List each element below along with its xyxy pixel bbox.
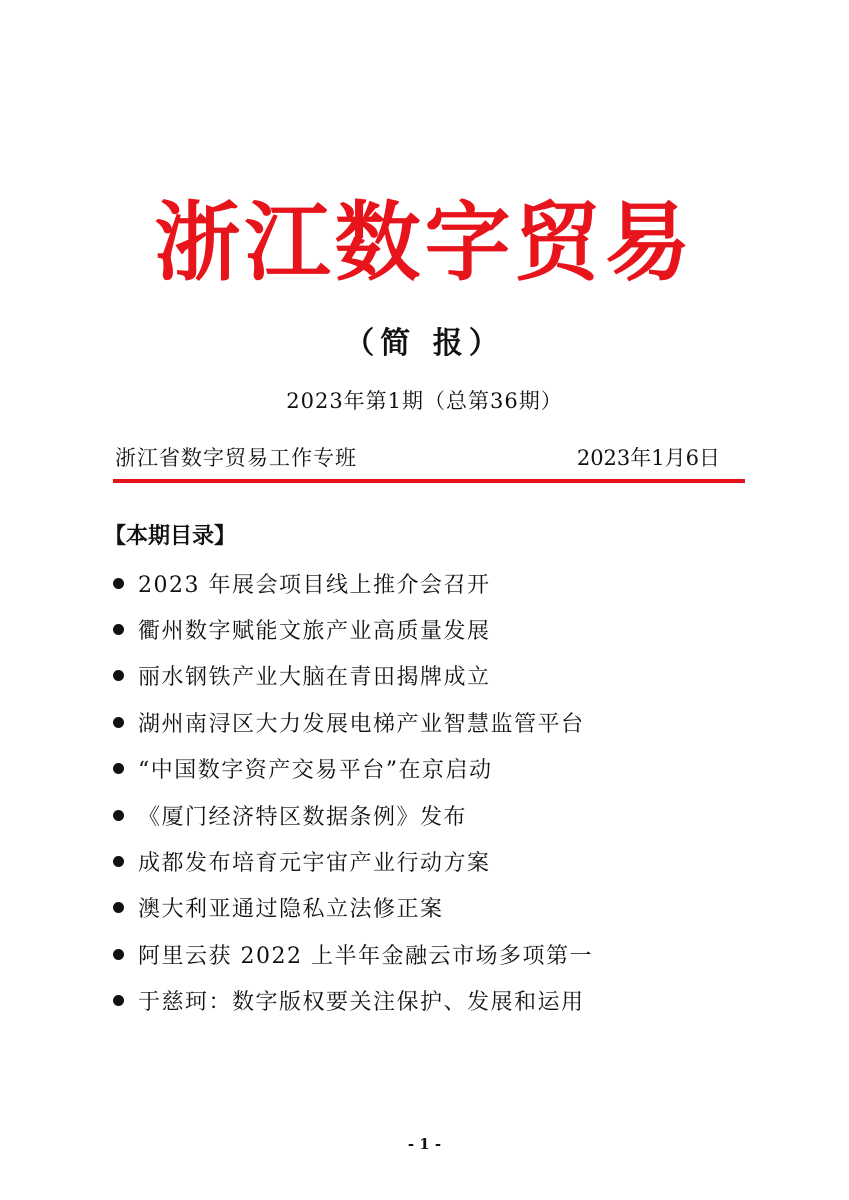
bullet-icon [113, 902, 124, 913]
bullet-icon [113, 810, 124, 821]
toc-item [113, 746, 593, 792]
toc-item [113, 838, 593, 884]
bullet-icon [113, 949, 124, 960]
bullet-icon [113, 717, 124, 728]
toc-item [113, 885, 593, 931]
toc-item-text: 阿里云获 2022 上半年金融云市场多项第一 [138, 943, 593, 969]
page-number: - 1 - [407, 1135, 442, 1153]
toc-item-text: 于慈珂：数字版权要关注保护、发展和运用 [138, 990, 585, 1016]
toc-item-text: 澳大利亚通过隐私立法修正案 [138, 897, 444, 923]
toc-list [113, 560, 593, 1024]
toc-item [113, 931, 593, 977]
bullet-icon [113, 856, 124, 867]
toc-item [113, 560, 593, 606]
toc-item-text: 丽水钢铁产业大脑在青田揭牌成立 [138, 665, 491, 691]
bullet-icon [113, 578, 124, 589]
masthead-title: 浙江数字贸易 [154, 192, 695, 293]
toc-item-text: 湖州南浔区大力发展电梯产业智慧监管平台 [138, 711, 585, 737]
masthead-subtitle: （简 报） [344, 326, 505, 361]
bullet-icon [113, 995, 124, 1006]
toc-item-text: 成都发布培育元宇宙产业行动方案 [138, 851, 491, 877]
red-divider-rule [113, 479, 745, 483]
toc-item-text: 2023 年展会项目线上推介会召开 [138, 572, 491, 598]
toc-heading: 【本期目录】 [104, 524, 237, 549]
issue-number: 2023年第1期（总第36期） [286, 389, 563, 413]
publisher-name: 浙江省数字贸易工作专班 [115, 446, 357, 470]
toc-item-text: 衢州数字赋能文旅产业高质量发展 [138, 619, 491, 645]
toc-item [113, 792, 593, 838]
toc-item-text: “中国数字资产交易平台”在京启动 [138, 758, 493, 784]
bullet-icon [113, 670, 124, 681]
toc-item [113, 653, 593, 699]
toc-item [113, 606, 593, 652]
toc-item [113, 699, 593, 745]
toc-item-text: 《厦门经济特区数据条例》发布 [138, 804, 468, 830]
publication-date: 2023年1月6日 [576, 446, 720, 470]
bullet-icon [113, 763, 124, 774]
bullet-icon [113, 624, 124, 635]
toc-item [113, 978, 593, 1024]
